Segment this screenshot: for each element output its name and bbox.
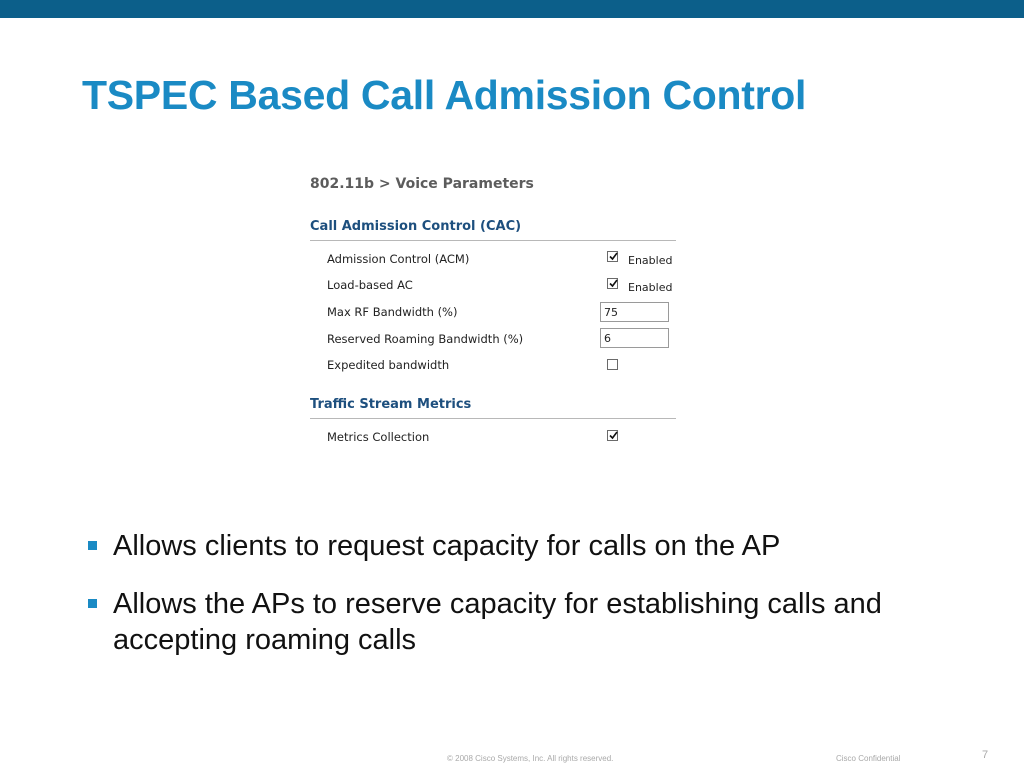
metrics-collection-checkbox[interactable] [607, 430, 618, 441]
tsm-section-divider [310, 418, 676, 419]
admission-control-enabled-label: Enabled [628, 254, 673, 267]
max-rf-bandwidth-input[interactable] [600, 302, 669, 322]
slide-title: TSPEC Based Call Admission Control [82, 72, 807, 118]
tsm-section-heading: Traffic Stream Metrics [310, 397, 472, 412]
load-based-ac-label: Load-based AC [327, 278, 413, 292]
checkmark-icon [609, 279, 618, 288]
expedited-bandwidth-label: Expedited bandwidth [327, 358, 450, 372]
bullet-text: Allows clients to request capacity for calls on the AP [113, 530, 781, 562]
square-bullet-icon [88, 599, 97, 608]
cac-section-heading: Call Admission Control (CAC) [310, 219, 522, 234]
cac-section-divider [310, 240, 676, 241]
bullet-text: Allows the APs to reserve capacity for establishing calls and accepting roaming calls [113, 588, 882, 656]
admission-control-label: Admission Control (ACM) [327, 252, 470, 266]
square-bullet-icon [88, 541, 97, 550]
admission-control-checkbox[interactable] [607, 251, 618, 262]
top-banner [0, 0, 1024, 18]
metrics-collection-label: Metrics Collection [327, 430, 430, 444]
page-number: 7 [982, 749, 989, 761]
footer-copyright: © 2008 Cisco Systems, Inc. All rights reserved. [447, 754, 614, 763]
checkmark-icon [609, 431, 618, 440]
expedited-bandwidth-checkbox[interactable] [607, 359, 618, 370]
reserved-roaming-bandwidth-input[interactable] [600, 328, 669, 348]
voice-parameters-panel [300, 166, 685, 456]
breadcrumb: 802.11b > Voice Parameters [310, 176, 534, 192]
footer-confidential: Cisco Confidential [836, 754, 901, 763]
checkmark-icon [609, 252, 618, 261]
load-based-ac-checkbox[interactable] [607, 278, 618, 289]
max-rf-bandwidth-label: Max RF Bandwidth (%) [327, 305, 458, 319]
load-based-ac-enabled-label: Enabled [628, 281, 673, 294]
reserved-roaming-bandwidth-label: Reserved Roaming Bandwidth (%) [327, 332, 524, 346]
